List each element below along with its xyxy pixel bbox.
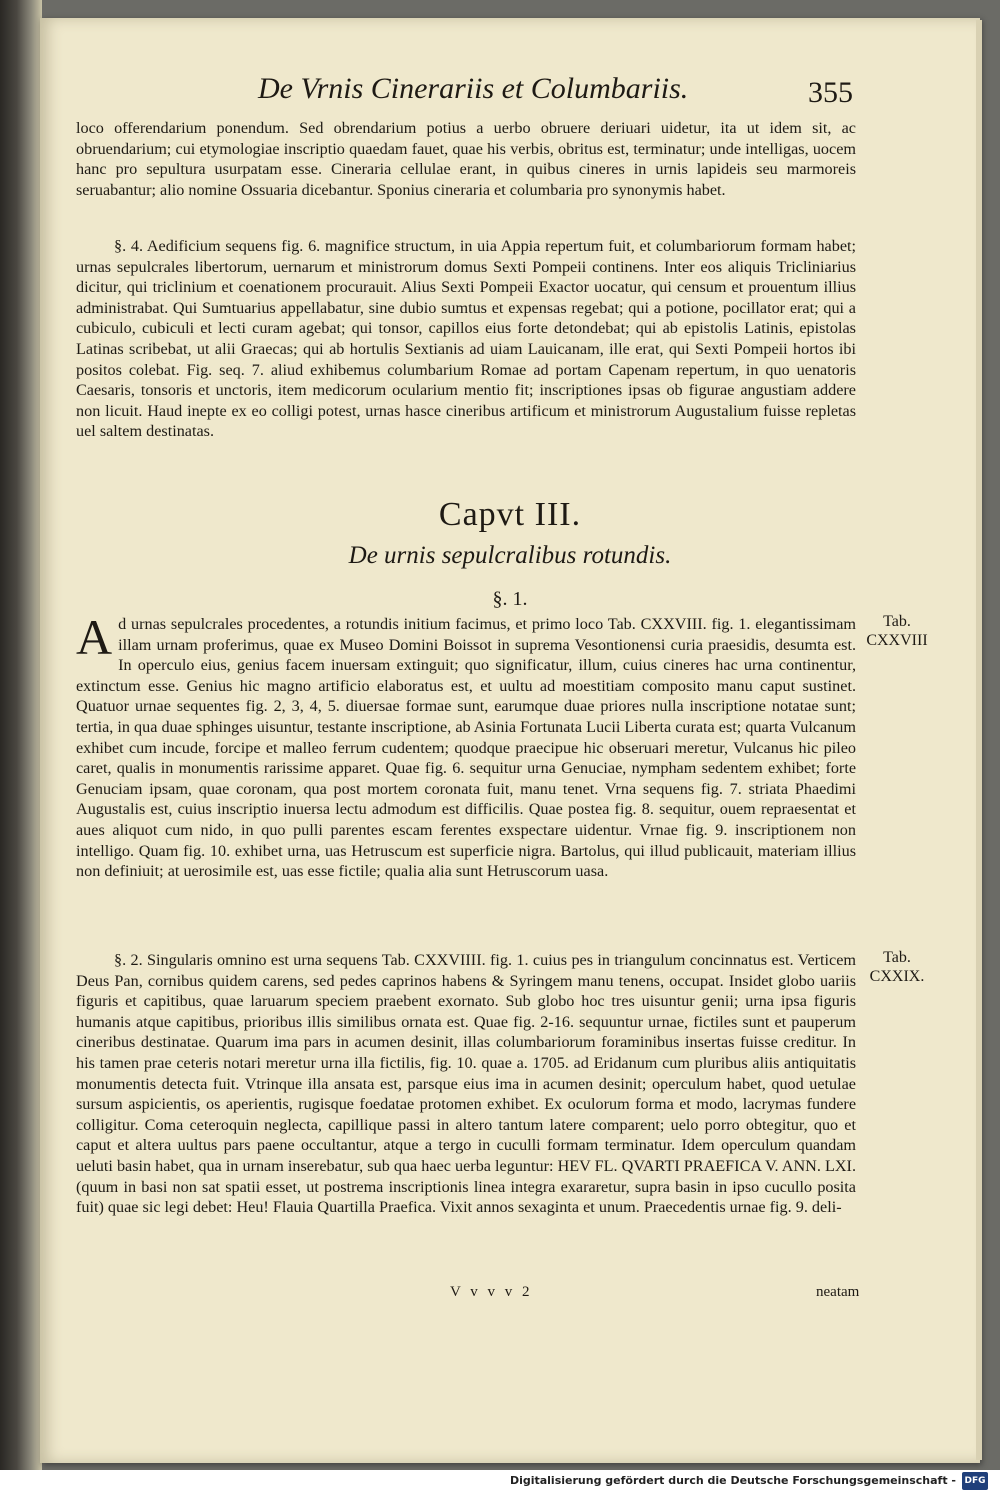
drop-cap: A	[76, 609, 113, 665]
paragraph-text: §. 2. Singularis omnino est urna sequens Tab. CXXVIIII. fig. 1. cuius pes in triangulum concinnatus est. Verticem Deus Pan, cornibus quidem carens, sed pedes caprinos habens & Syringem manu tenens, occupat. Insidet globo uariis figuris et capitibus, quae laruarum speciem praebent exornato. Sub globo hoc tres uisuntur genii; urna ipsa figuris humanis atque capitibus, prioribus illis similibus ornata est. Quae fig. 2-16. sequuntur urnae, fictiles sunt et pauperum cineribus destinatae. Quarum ima pars in acumen desinit, illas columbariorum foraminibus insertas fuisse creditur. In his tamen prae ceteris notari meretur urna illa fictilis, fig. 10. quae a. 1705. ad Eridanum cum pluribus aliis antiquitatis monumentis detecta fuit. Vtrinque illa ansata est, parsque eius ima in acumen desinit; operculum habet, quod uetulae sursum aspicientis, os aperientis, rugisque foedatae protomen exhibet. Ex oculorum forma et modo, lacrymas fundere colligitur. Coma ceteroquin neglecta, capillique passi in altero tantum latere comparent; uelo porro obtegitur, quo et caput et altera uultus pars paene occultantur, atque a tergo in cuculli formam terminatur. Idem operculum quandam ueluti basin habet, qua in urnam inserebatur, sub qua haec uerba leguntur: HEV FL. QVARTI PRAEFICA V. ANN. LXI. (quum in basi non sat spatii esset, ut postrema inscriptionis linea integra exararetur, supra basin in ipso cucullo posita fuit) quae sic legi debet: Heu! Flauia Quartilla Praefica. Vixit annos sexaginta et unum. Praecedentis urnae fig. 9. deli-	[76, 951, 856, 1217]
paragraph-text: loco offerendarium ponendum. Sed obrendarium potius a uerbo obruere deriuari uidetur, ita ut idem sit, ac obruendarium; cui etymologiae inscriptio quaedam fauet, quae his verbis, obritus est, terminatur; unde intelligas, uocem hanc pro sepultura usurpatam esse. Cineraria cellulae erant, in quibus cineres in urnis lapideis seu marmoreis seruabantur; alio nomine Ossuaria dicebantur. Sponius cineraria et columbaria pro synonymis habet.	[76, 119, 856, 199]
catchword: neatam	[816, 1284, 860, 1300]
dfg-logo: DFG	[962, 1472, 988, 1490]
paragraph-text: §. 4. Aedificium sequens fig. 6. magnifice structum, in uia Appia repertum fuit, et columbariorum formam habet; urnas sepulcrales libertorum, uernarum et ministrorum domus Sexti Pompeii continens. Inter eos aliquis Tricliniarius dicitur, qui triclinium et coenationem procurauit. Alius Sexti Pompeii Exactor uocatur, qui censum et prouentum illius administrabat. Qui Sumtuarius appellabatur, sine dubio sumtus et expensas regebat; qui a potione, pocillator erat; qui a cubiculo, cubiculi et lecti curam agebat; qui tonsor, capillos eius forte detondebat; qui ab epistolis Latinis, epistolas Latinas scribebat, ut alii Graecas; qui ab hortulis Sextianis ad uiam Lauicanam, ille erat, qui Sexti Pompeii hortos ibi positos colebat. Fig. seq. 7. aliud exhibemus columbarium Romae ad portam Capenam repertum, in quo uenatoris Caesaris, tonsoris et unctoris, item medicorum ocularium mentio fit; inscriptiones ipsas ob figurae angustiam addere non licuit. Haud inepte ex eo colligi potest, urnas hasce cineribus artificum et ministrorum Augustalium fuisse repletas uel saltem destinatas.	[76, 237, 856, 441]
running-title: De Vrnis Cinerariis et Columbariis.	[258, 72, 689, 105]
margin-note-plate	[862, 948, 932, 986]
digitization-credit: Digitalisierung gefördert durch die Deutsche Forschungsgemeinschaft -	[509, 1474, 956, 1487]
section-heading: §. 1.	[492, 588, 528, 610]
paragraph-section-2	[76, 950, 856, 1218]
margin-note-plate	[862, 612, 932, 650]
signature-mark: V v v v 2	[450, 1284, 533, 1300]
chapter-subtitle: De urnis sepulcralibus rotundis.	[348, 542, 672, 569]
margin-note-label: Tab.	[883, 613, 911, 630]
margin-note-plate-number: CXXVIII	[866, 632, 928, 649]
book-spine	[0, 0, 42, 1470]
paragraph-continuation	[76, 118, 856, 200]
page-edge	[976, 20, 982, 1460]
paragraph-body: d urnas sepulcrales procedentes, a rotundis initium facimus, et primo loco Tab. CXXVIII. fig. 1. elegantissimam illam urnam proferimus, quae ex Museo Domini Boissot in suprema Vesontionensi curia praesidis, desumta est. In operculo eius, genius facem inuersam extinguit; quo significatur, illum, cuius cineres hac urna continentur, extinctum esse. Genius hic magno artificio elaboratus est, et uultu ad moestitiam composito manu caput sustinet. Quatuor urnae sequentes fig. 2, 3, 4, 5. diuersae formae sunt, earumque duae priores nulla inscriptione notatae sunt; tertia, in qua duae sphinges uisuntur, testante inscriptione, ab Asinia Fortunata Lucii Liberta curata est; quarta Vulcanum exhibet cum incude, forcipe et malleo ferrum cudentem; quodque praecipue hic obseruari meretur, Vulcanus hic pileo caret, qualis in monumentis rarissime apparet. Quae fig. 6. sequitur urna Genuciae, nympham sedentem exhibet; forte Genuciam ipsam, quae coronam, qua post mortem coronata fuit, manu tenet. Vrna sequens fig. 7. striata Phaedimi Augustalis est, cuius inscriptio inuersa lectu admodum est difficilis. Quae postea fig. 8. sequitur, ouem repraesentat et aues aliquot cum nido, in quo pulli parentes escam ferentes exspectare uidentur. Vrnae fig. 9. inscriptionem non intelligo. Quam fig. 10. exhibet urna, uas Hetruscum est superficie nigra. Bartolus, qui illud publicauit, materiam illius non definiuit; at uerosimile est, uas esse fictile; qualia alia sunt Hetruscorum uasa.	[76, 615, 856, 881]
page-number: 355	[808, 76, 853, 109]
paragraph-section-4	[76, 236, 856, 442]
margin-note-label: Tab.	[883, 949, 911, 966]
chapter-title: Capvt III.	[438, 496, 582, 533]
paragraph-section-1	[76, 609, 856, 882]
margin-note-plate-number: CXXIX.	[869, 968, 925, 985]
paragraph-text	[76, 609, 856, 882]
